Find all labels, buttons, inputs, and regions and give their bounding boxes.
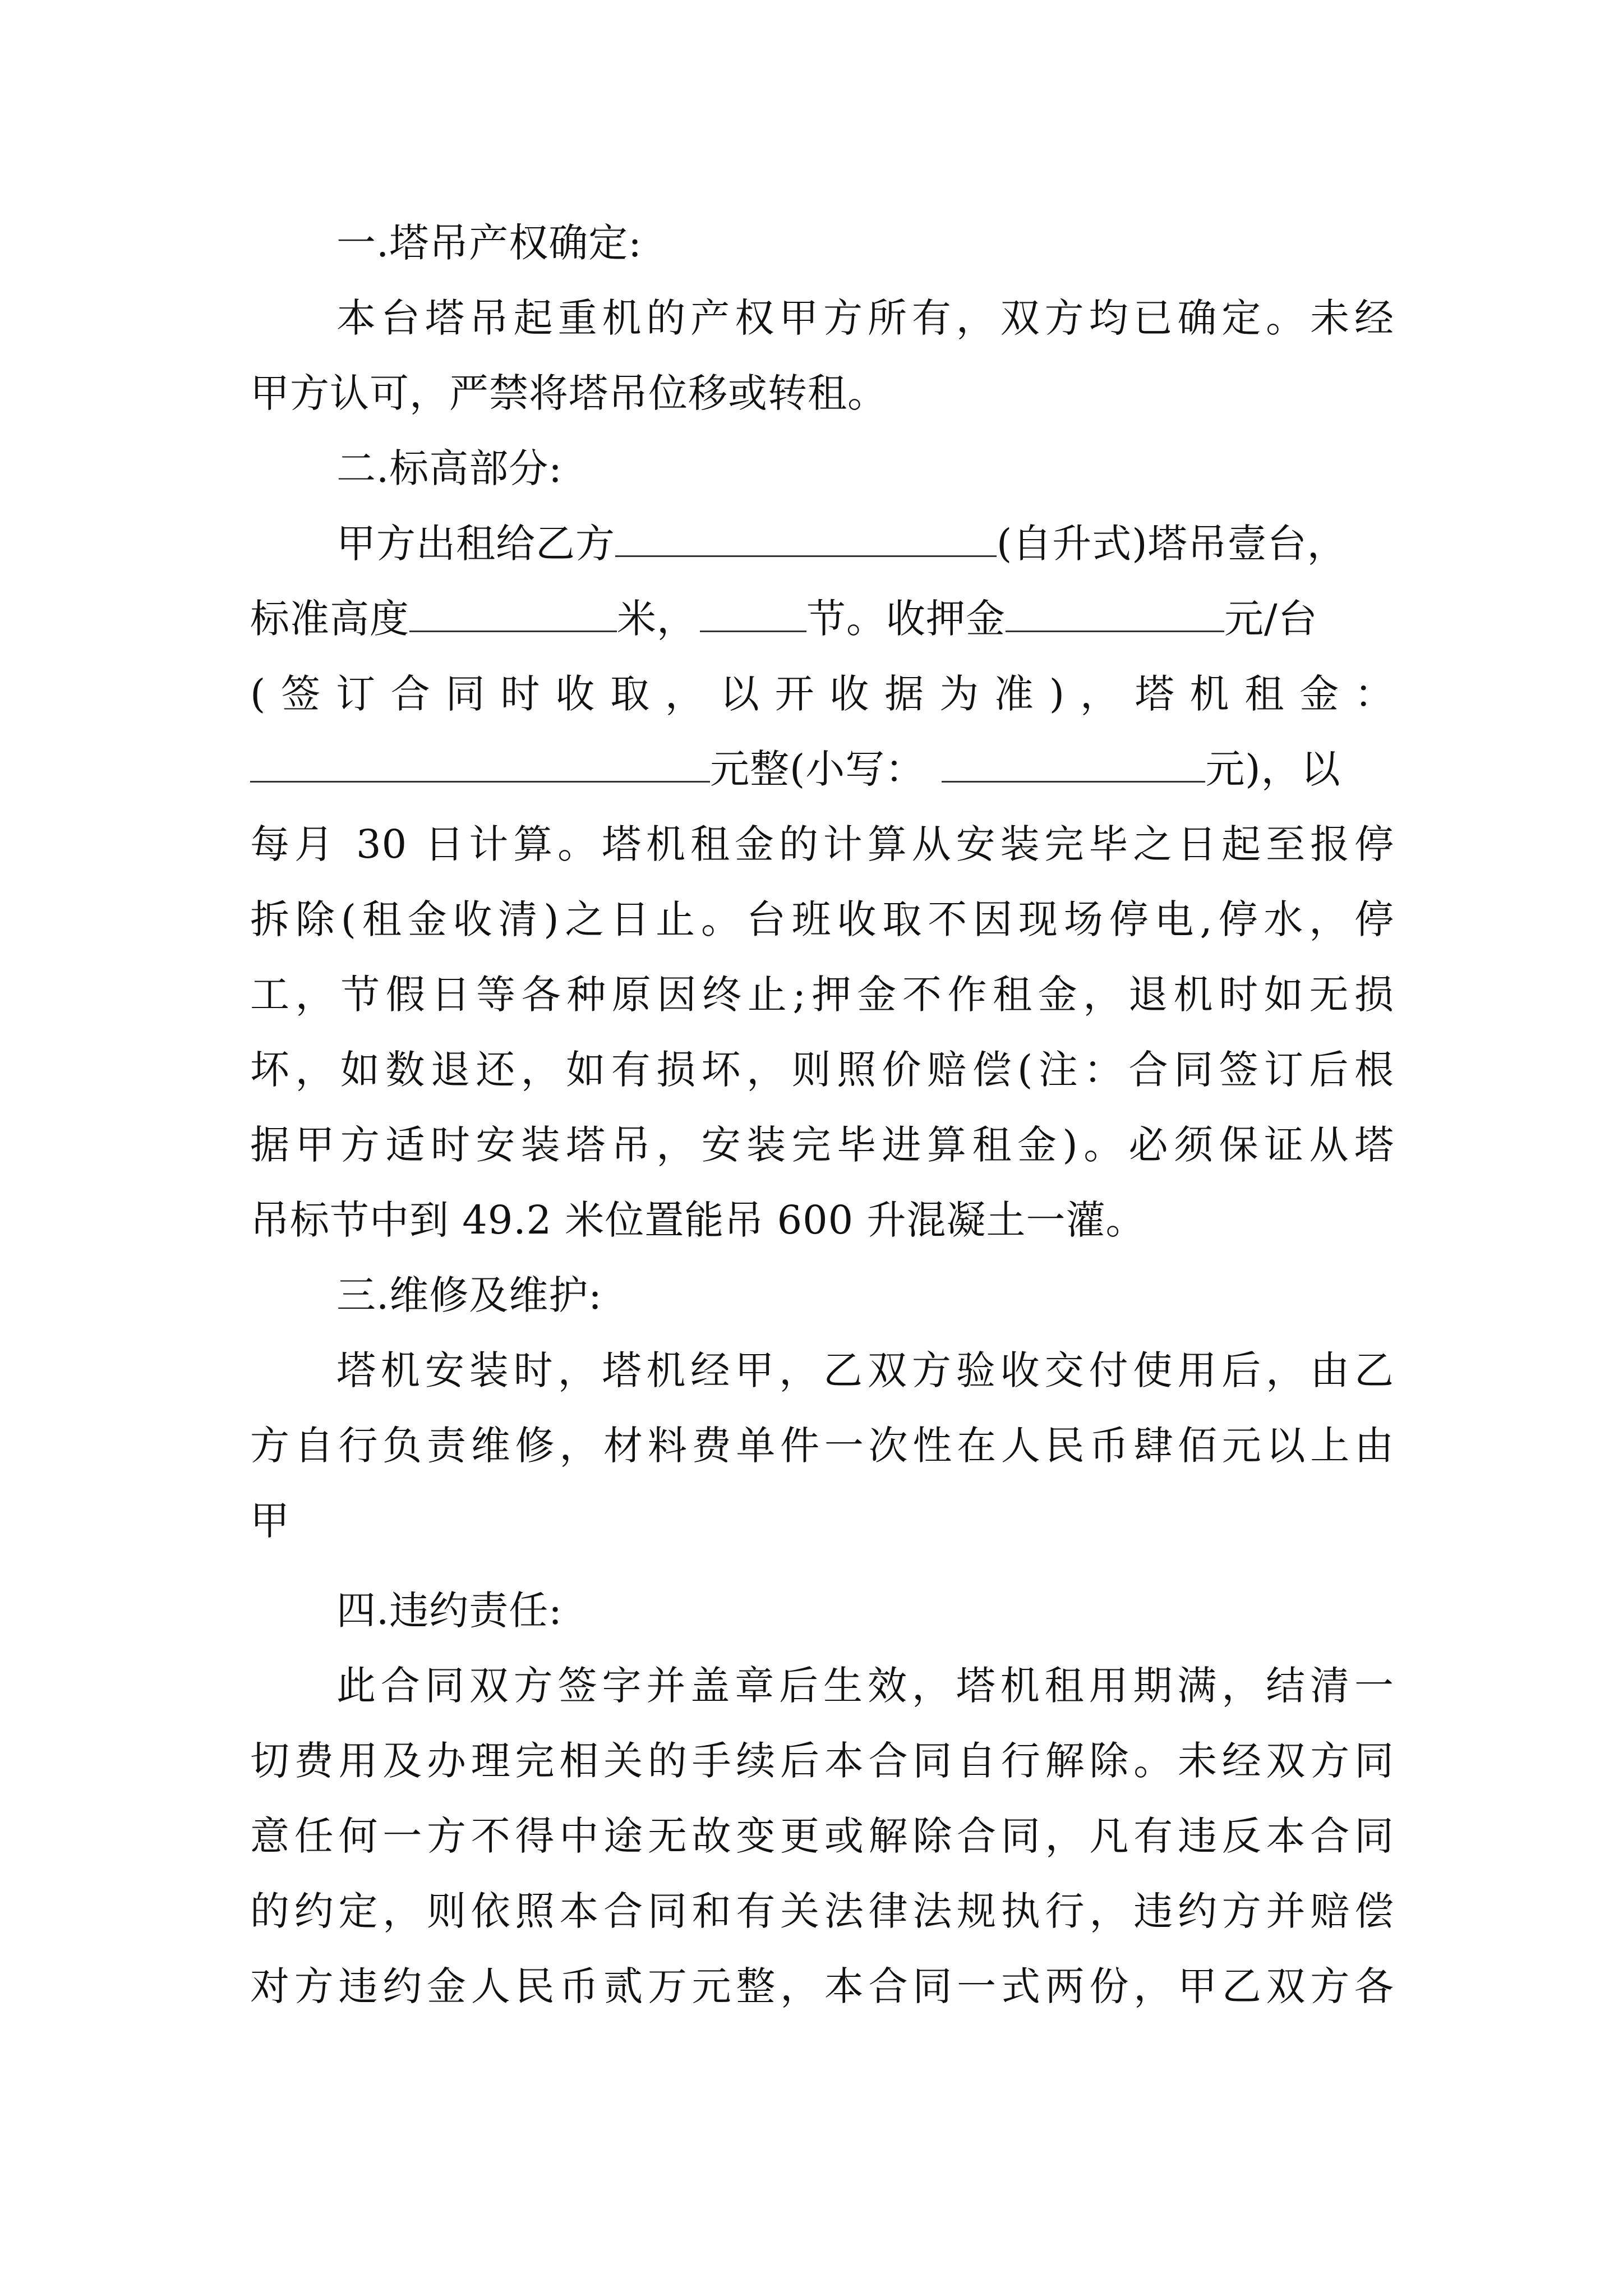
paragraph-line [250,967,1394,1023]
paragraph-text: 标准高度 [250,596,409,642]
paragraph-text: 据甲方适时安装塔吊，安装完毕进算租金)。必须保证从塔 [250,1122,1394,1168]
paragraph-line [250,741,1394,797]
paragraph-text: 工，节假日等各种原因终止;押金不作租金，退机时如无损 [250,972,1394,1018]
fill-in-blank-deposit [1006,592,1224,632]
paragraph-text: 意任何一方不得中途无故变更或解除合同，凡有违反本合同 [250,1813,1394,1859]
paragraph-line [250,365,1394,421]
fill-in-blank-height [409,592,617,632]
paragraph-line [250,1883,1394,1939]
paragraph-text: 每月 30 日计算。塔机租金的计算从安装完毕之日起至报停 [250,821,1394,867]
paragraph-text: 对方违约金人民币贰万元整，本合同一式两份，甲乙双方各 [250,1963,1394,2009]
paragraph-line [250,1493,1394,1549]
paragraph-line [250,1808,1394,1864]
paragraph-text: 米， [617,596,697,642]
paragraph-line [250,1042,1394,1098]
paragraph-text: 本台塔吊起重机的产权甲方所有，双方均已确定。未经 [336,295,1394,341]
section-heading-text: 三.维修及维护: [336,1272,602,1318]
paragraph-line [250,1958,1394,2014]
paragraph-line [250,666,1394,722]
paragraph-line [336,1342,1394,1398]
fill-in-blank-sections [700,592,806,632]
paragraph-text: (自升式)塔吊壹台， [997,521,1347,567]
section-heading-text: 一.塔吊产权确定: [336,220,642,266]
fill-in-blank-rent-digits [942,743,1205,783]
paragraph-text: 塔机安装时，塔机经甲，乙双方验收交付使用后，由乙 [336,1347,1394,1393]
paragraph-text: 切费用及办理完相关的手续后本合同自行解除。未经双方同 [250,1738,1394,1784]
paragraph-text: 的约定，则依照本合同和有关法律法规执行，违约方并赔偿 [250,1888,1394,1934]
paragraph-line [250,1418,1394,1474]
paragraph-text: 拆除(租金收清)之日止。台班收取不因现场停电,停水，停 [250,896,1394,942]
paragraph-text: (签订合同时收取，以开收据为准)，塔机租金： [250,671,1394,717]
paragraph-text: 此合同双方签字并盖章后生效，塔机租用期满，结清一 [336,1663,1394,1709]
paragraph-text: 元/台 [1224,596,1318,642]
paragraph-text: 甲方认可，严禁将塔吊位移或转租。 [250,370,887,416]
section-heading-3 [336,1267,1394,1323]
section-heading-4 [336,1582,1394,1639]
section-heading-2 [336,440,1394,496]
paragraph-line [336,290,1394,346]
paragraph-text: 吊标节中到 49.2 米位置能吊 600 升混凝土一灌。 [250,1197,1146,1243]
section-heading-1 [336,215,1394,271]
paragraph-line [250,1117,1394,1173]
paragraph-text: 方自行负责维修，材料费单件一次性在人民币肆佰元以上由 [250,1423,1394,1469]
paragraph-line [336,1658,1394,1714]
paragraph-line [250,1192,1394,1248]
paragraph-text: 坏，如数退还，如有损坏，则照价赔偿(注：合同签订后根 [250,1047,1394,1093]
paragraph-line [250,1733,1394,1789]
paragraph-line [250,891,1394,947]
fill-in-blank-rent-words [250,743,710,783]
paragraph-text: 节。收押金 [806,596,1006,642]
paragraph-text: 甲方出租给乙方 [336,521,615,567]
paragraph-text: 元整(小写： [710,746,925,792]
section-heading-text: 二.标高部分: [336,445,562,491]
paragraph-line [250,816,1394,872]
paragraph-text: 元)，以 [1205,746,1341,792]
paragraph-line [336,516,1394,572]
paragraph-line [250,591,1394,647]
section-heading-text: 四.违约责任: [336,1588,562,1634]
fill-in-blank-lessee [615,517,997,557]
paragraph-text: 甲 [250,1498,290,1544]
